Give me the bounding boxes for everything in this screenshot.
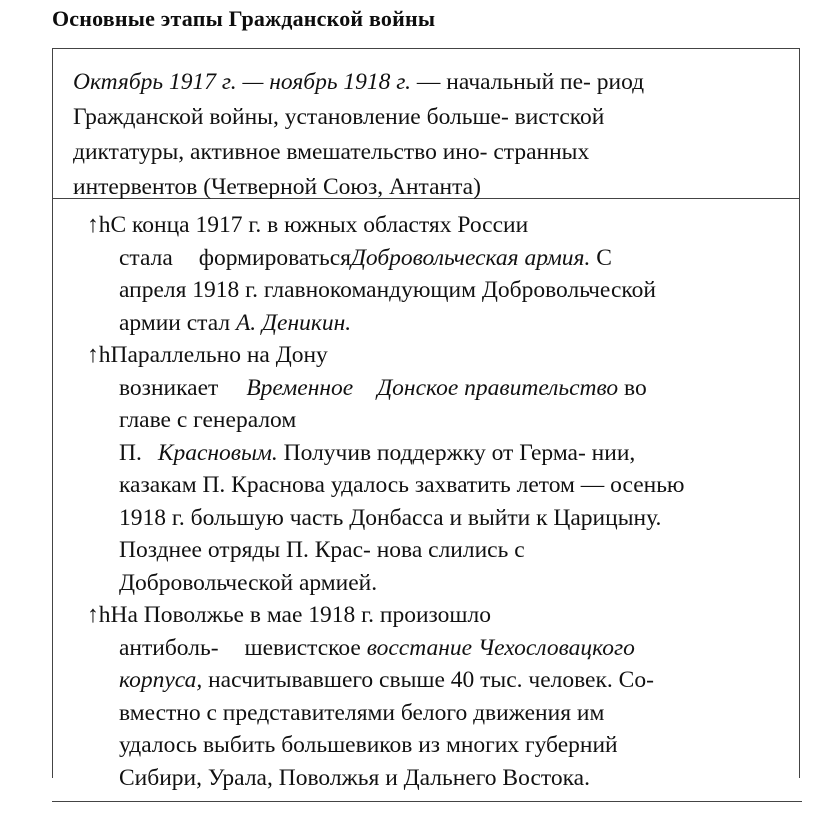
entry-text: Получив поддержку от Герма- нии, xyxy=(277,439,636,466)
entry-text: армии стал xyxy=(119,309,236,336)
entry-text: стала xyxy=(119,244,173,271)
entry-line: Сибири, Урала, Поволжья и Дальнего Востока. xyxy=(119,764,590,791)
entry-emphasis: А. Деникин. xyxy=(235,309,352,336)
period-line-3: диктатуры, активное вмешательство ино- странных xyxy=(73,139,590,165)
entry-emphasis: корпуса, xyxy=(119,667,203,693)
entry-text: во xyxy=(618,374,647,401)
entry-text: формироваться xyxy=(198,244,351,271)
entry-emphasis: Донское правительство xyxy=(377,374,619,401)
stage-table xyxy=(52,48,800,791)
entry-text: антиболь- xyxy=(119,634,219,661)
entry-emphasis: восстание Чехословацкого xyxy=(366,634,635,661)
period-line-1-rest: — начальный пе- риод xyxy=(411,69,645,95)
entry-line: С конца 1917 г. в южных областях России xyxy=(110,212,529,238)
entry-line: Параллельно на Дону xyxy=(110,342,328,368)
entries-list xyxy=(87,209,787,794)
entry-line: главе с генералом xyxy=(119,407,297,433)
bullet-marker-icon: ↑h xyxy=(87,602,111,628)
entry-line: апреля 1918 г. главнокомандующим Добровольческой xyxy=(119,277,656,303)
page-title: Основные этапы Гражданской войны xyxy=(52,6,436,31)
bottom-divider xyxy=(52,801,802,802)
period-header-cell xyxy=(53,49,799,199)
entry-line: Добровольческой армией. xyxy=(119,569,378,596)
period-dates: Октябрь 1917 г. — ноябрь 1918 г. xyxy=(73,69,411,95)
entry-line: удалось выбить большевиков из многих губерний xyxy=(119,732,618,758)
entry-line: 1918 г. большую часть Донбасса и выйти к Царицыну. xyxy=(119,504,662,531)
entry-line: вместно с представителями белого движения им xyxy=(119,699,605,726)
entry-line: На Поволжье в мае 1918 г. произошло xyxy=(110,602,492,628)
entry-line: Позднее отряды П. Крас- нова слились с xyxy=(119,537,525,563)
entry-line: казакам П. Краснова удалось захватить летом — осенью xyxy=(119,472,685,498)
entry-text: С xyxy=(590,244,612,271)
bullet-marker-icon: ↑h xyxy=(87,212,111,238)
entry-text: возникает xyxy=(119,374,219,401)
period-line-1 xyxy=(73,65,787,100)
entry-volunteer-army xyxy=(87,209,787,339)
entry-emphasis: Добровольческая армия. xyxy=(350,244,591,271)
period-line-2: Гражданской войны, установление больше- вистской xyxy=(73,104,605,130)
entry-emphasis: Красновым. xyxy=(157,439,278,466)
bullet-marker-icon: ↑h xyxy=(87,342,111,368)
entry-don-government xyxy=(87,339,787,599)
entry-text: насчитывавшего свыше 40 тыс. человек. Со- xyxy=(202,667,654,693)
entry-emphasis: Временное xyxy=(246,374,354,401)
entry-czechoslovak-revolt xyxy=(87,599,787,794)
entry-text: шевистское xyxy=(244,634,367,661)
period-line-4: интервентов (Четверной Союз, Антанта) xyxy=(73,174,481,200)
entry-text: П. xyxy=(119,439,142,466)
